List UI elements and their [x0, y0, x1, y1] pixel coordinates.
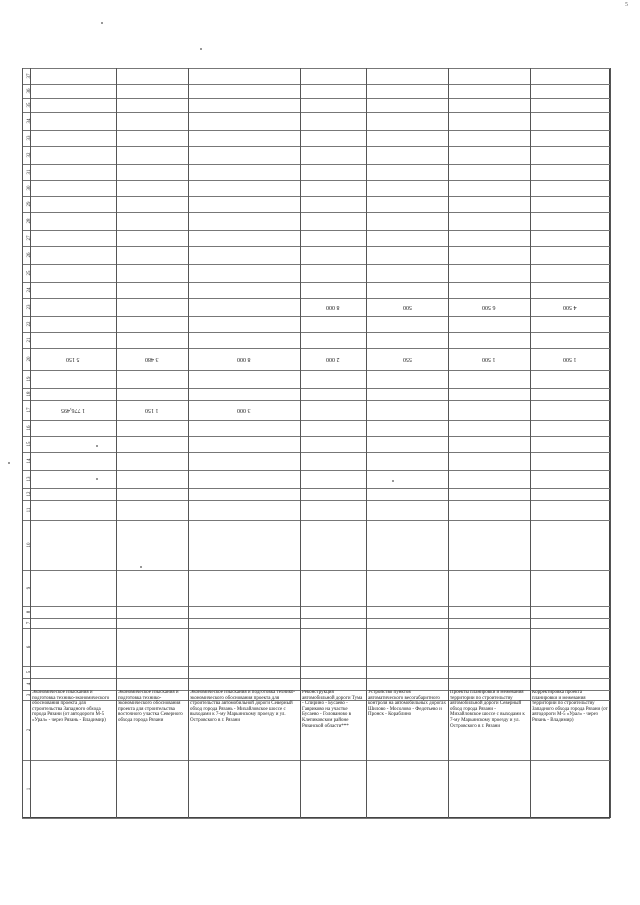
- cell-value: 1 150: [145, 407, 159, 413]
- column-separator: [22, 520, 610, 521]
- row-separator: [366, 68, 367, 818]
- column-separator: [22, 420, 610, 421]
- scan-speck: [8, 462, 10, 464]
- column-number: 21: [27, 337, 32, 343]
- column-separator: [22, 298, 610, 299]
- column-number: 7: [27, 621, 32, 625]
- column-number: 36: [27, 88, 32, 94]
- column-number: 19: [27, 376, 32, 382]
- column-number: 9: [27, 586, 32, 590]
- column-number: 11: [27, 507, 32, 513]
- row-label: Устройство пунктов автоматического весогабаритного контроля на автомобильных дорогах Шилово - Мосолово - Федотьево и Пронск - Кораблино: [368, 690, 446, 718]
- column-number: 37: [27, 73, 32, 79]
- column-separator: [22, 606, 610, 607]
- cell-value: 1 776,495: [61, 407, 85, 413]
- column-separator: [22, 316, 610, 317]
- column-separator: [22, 370, 610, 371]
- column-separator: [22, 130, 610, 131]
- column-separator: [22, 818, 610, 819]
- column-separator: [22, 246, 610, 247]
- column-number: 22: [27, 321, 32, 327]
- row-label: Экономическое изыскания и подготовка технико-экономического обоснования проекта для строительства автомобильной дороги Северный обход города Рязань - Михайловское шоссе с выходами к 7-му Марьинскому проезду и ул. Островского в г. Рязани: [190, 690, 296, 723]
- column-separator: [22, 618, 610, 619]
- cell-value: 3 480: [145, 356, 159, 362]
- row-separator: [300, 68, 301, 818]
- cell-value: 4 500: [563, 304, 577, 310]
- column-number: 12: [27, 491, 32, 497]
- cell-value: 8 000: [326, 304, 340, 310]
- column-separator: [22, 628, 610, 629]
- column-number: 24: [27, 287, 32, 293]
- column-number: 28: [27, 218, 32, 224]
- column-number: 2: [27, 728, 32, 732]
- column-separator: [22, 196, 610, 197]
- column-number: 6: [27, 645, 32, 649]
- column-number: 26: [27, 252, 32, 258]
- column-number: 17: [27, 407, 32, 413]
- row-label: Проекты планировки и межевания территории по строительству автомобильной дороги Северный обход города Рязани - Михайловское шоссе с выходами к 7-му Марьинскому проезду и ул. Островского в г. Рязани: [450, 690, 525, 729]
- row-separator: [22, 68, 23, 818]
- cell-value: 5 150: [66, 356, 80, 362]
- scan-speck: [392, 480, 394, 482]
- column-separator: [22, 112, 610, 113]
- cell-value: 500: [402, 304, 412, 310]
- column-separator: [22, 436, 610, 437]
- column-separator: [22, 98, 610, 99]
- scan-speck: [200, 48, 202, 50]
- column-separator: [22, 230, 610, 231]
- column-number: 15: [27, 441, 32, 447]
- scan-speck: [96, 445, 98, 447]
- row-separator: [188, 68, 189, 818]
- column-separator: [22, 388, 610, 389]
- column-separator: [22, 164, 610, 165]
- column-number: 13: [27, 476, 32, 482]
- column-separator: [22, 212, 610, 213]
- column-separator: [22, 500, 610, 501]
- column-separator: [22, 282, 610, 283]
- cell-value: 1 500: [482, 356, 496, 362]
- column-number: 35: [27, 102, 32, 108]
- row-label: Корректировка проекта планировки и межевания территории по строительству Западного обхода города Рязани (от автодороги М-5 «Урал» - через Рязань - Владимир): [532, 690, 608, 723]
- column-separator: [22, 760, 610, 761]
- column-number: 31: [27, 169, 32, 175]
- column-number: 33: [27, 135, 32, 141]
- column-separator: [22, 400, 610, 401]
- column-separator: [22, 452, 610, 453]
- cell-value: 6 500: [482, 304, 496, 310]
- column-number: 5: [27, 670, 32, 674]
- column-number: 20: [27, 356, 32, 362]
- cell-value: 8 000: [237, 356, 251, 362]
- page-marker: 5: [625, 2, 628, 8]
- column-separator: [22, 570, 610, 571]
- scan-speck: [101, 22, 103, 24]
- column-number: 34: [27, 118, 32, 124]
- column-number: 23: [27, 304, 32, 310]
- column-number: 10: [27, 542, 32, 548]
- cell-value: 550: [402, 356, 412, 362]
- column-number: 3: [27, 693, 32, 697]
- row-separator: [116, 68, 117, 818]
- column-number: 30: [27, 185, 32, 191]
- column-separator: [22, 264, 610, 265]
- column-separator: [22, 678, 610, 679]
- column-separator: [22, 68, 610, 69]
- column-separator: [22, 332, 610, 333]
- column-separator: [22, 180, 610, 181]
- scan-speck: [140, 566, 142, 568]
- column-number: 27: [27, 235, 32, 241]
- column-separator: [22, 470, 610, 471]
- column-number: 18: [27, 391, 32, 397]
- column-number: 16: [27, 425, 32, 431]
- row-separator: [448, 68, 449, 818]
- column-number: 29: [27, 201, 32, 207]
- row-label: Экономическое изыскания и подготовка технико-экономического обоснования проекта для строительства восточного участка Северного обхода города Рязани: [118, 690, 183, 723]
- column-number: 4: [27, 682, 32, 686]
- row-label: Экономическое изыскания и подготовка технико-экономического обоснования проекта для строительства Западного обхода города Рязани (от автодороги М-5 «Урал» - через Рязань - Владимир): [32, 690, 110, 723]
- cell-value: 2 000: [326, 356, 340, 362]
- cell-value: 1 500: [563, 356, 577, 362]
- column-separator: [22, 84, 610, 85]
- scan-speck: [96, 478, 98, 480]
- column-number: 1: [27, 787, 32, 791]
- row-label: Реконструкция автомобильной дороги Тума - Спирино - Бусаево - Гавриково на участке Бусаево - Голованово в Клепиковском районе Рязанской области***: [302, 690, 363, 729]
- row-separator: [530, 68, 531, 818]
- column-number: 14: [27, 458, 32, 464]
- cell-value: 3 000: [237, 407, 251, 413]
- column-separator: [22, 348, 610, 349]
- column-separator: [22, 488, 610, 489]
- column-number: 32: [27, 152, 32, 158]
- column-separator: [22, 666, 610, 667]
- row-separator: [610, 68, 611, 818]
- column-number: 8: [27, 610, 32, 614]
- column-separator: [22, 146, 610, 147]
- column-number: 25: [27, 270, 32, 276]
